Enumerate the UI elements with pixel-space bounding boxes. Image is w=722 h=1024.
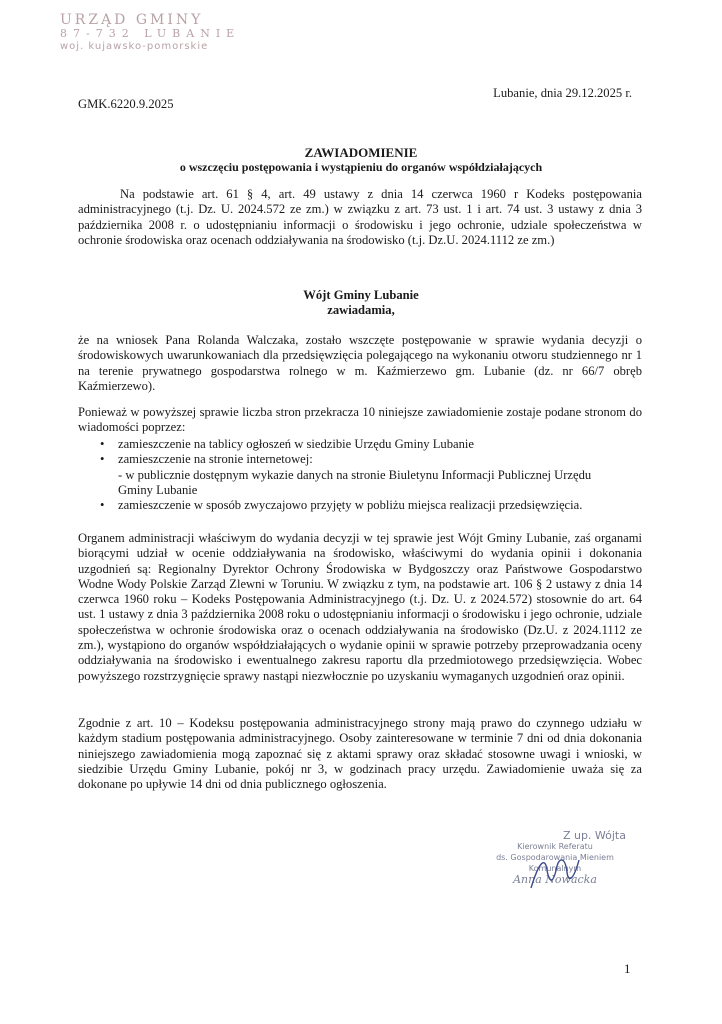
signature-block (470, 830, 640, 885)
bullet-icon: • (100, 437, 105, 451)
notification-method-paragraph: Ponieważ w powyższej sprawie liczba stron przekracza 10 niniejsze zawiadomienie zostaje podane stronom do wiadomości poprzez: (78, 405, 642, 435)
signature-role: Z up. Wójta (562, 829, 626, 842)
list-item (100, 452, 640, 467)
list-item-text: zamieszczenie na tablicy ogłoszeń w siedzibie Urzędu Gminy Lubanie (118, 437, 474, 451)
list-subitem-continued: Gminy Lubanie (118, 482, 198, 497)
legal-basis-paragraph: Na podstawie art. 61 § 4, art. 49 ustawy z dnia 14 czerwca 1960 r Kodeks postępowania administracyjnego (t.j. Dz. U. 2024.572 ze zm.) w związku z art. 73 ust. 1 i art. 74 ust. 3 ustawy z dnia 3 października 2008 r. o udostępnianiu informacji o środowisku i jego ochronie, udziale społeczeństwa w ochronie środowiska oraz ocenach oddziaływania na środowisko (t.j. Dz.U. 2024.1112 ze zm.) (78, 187, 642, 247)
list-subitem: - w publicznie dostępnym wykazie danych na stronie Biuletynu Informacji Publicznej Urzędu (118, 467, 592, 482)
bullet-icon: • (100, 452, 105, 467)
stamp-line-2: 87-732 LUBANIE (60, 27, 241, 40)
authority-name: Wójt Gminy Lubanie (303, 288, 419, 302)
signature-name: Anna Nowacka (513, 873, 597, 886)
document-subtitle: o wszczęciu postępowania i wystąpieniu do organów współdziałających (179, 160, 543, 174)
competent-authority-paragraph: Organem administracji właściwym do wydania decyzji w tej sprawie jest Wójt Gminy Lubanie, zaś organami biorącymi udział w ocenie oddziaływania na środowisko, właściwymi do wydania opinii i dokonania uzgodnień są: Regionalny Dyrektor Ochrony Środowiska w Bydgoszczy oraz Państwowe Gospodarstwo Wodne Wody Polskie Zarząd Zlewni w Toruniu. W związku z tym, na podstawie art. 106 § 2 ustawy z dnia 14 czerwca 1960 roku – Kodeks Postępowania Administracyjnego (t.j. Dz. U. z 2024.572) stosownie do art. 64 ust. 1 ustawy z dnia 3 października 2008 roku o udostępnianiu informacji o środowisku i jego ochronie, udziale społeczeństwa w ochronie środowiska oraz o ocenach oddziaływania na środowisko (Dz.U. z 2024.1112 ze zm.), wystąpiono do organów współdziałających o wydanie opinii w sprawie potrzeby przeprowadzania oceny oddziaływania na środowisko i ewentualnego zakresu raportu dla przedmiotowego przedsięwzięcia. Wobec powyższego rozstrzygnięcie sprawy nastąpi niezwłocznie po uzyskaniu wymaganych uzgodnień oraz opinii. (78, 531, 642, 683)
party-rights-paragraph: Zgodnie z art. 10 – Kodeksu postępowania administracyjnego strony mają prawo do czynnego udziału w każdym stadium postępowania administracyjnego. Osoby zainteresowane w terminie 7 dni od dnia dokonania niniejszego zawiadomienia mogą zapoznać się z aktami sprawy oraz składać stosowne uwagi i wnioski, w siedzibie Urzędu Gminy Lubanie, pokój nr 3, w godzinach pracy urzędu. Zawiadomienie uważa się za dokonane po upływie 14 dni od dnia publicznego ogłoszenia. (78, 716, 642, 792)
list-item-text: zamieszczenie na stronie internetowej: (118, 452, 313, 467)
handwritten-signature-icon (525, 852, 585, 892)
signature-title-line-1: Kierownik Referatu (517, 842, 593, 851)
list-item (100, 437, 640, 452)
case-reference: GMK.6220.9.2025 (78, 97, 174, 111)
stamp-line-3: woj. kujawsko-pomorskie (60, 41, 209, 52)
bullet-icon: • (100, 498, 105, 513)
signature-title-line-2: ds. Gospodarowania Mieniem Komunalnym (496, 853, 614, 873)
list-item-text: zamieszczenie w sposób zwyczajowo przyjęty w pobliżu miejsca realizacji przedsięwzięcia. (118, 498, 583, 513)
document-title: ZAWIADOMIENIE (304, 145, 418, 160)
notification-methods-list (100, 437, 640, 513)
list-item (100, 498, 640, 513)
authority-notifies: zawiadamia, (327, 303, 395, 317)
office-stamp (60, 14, 240, 53)
stamp-line-1: URZĄD GMINY (60, 12, 204, 28)
page-number: 1 (624, 961, 631, 976)
application-paragraph: że na wniosek Pana Rolanda Walczaka, zostało wszczęte postępowanie w sprawie wydania decyzji o środowiskowych uwarunkowaniach dla przedsięwzięcia polegającego na wykonaniu otworu studziennego nr 1 na terenie prywatnego gospodarstwa rolnego w m. Kaźmierzewo gm. Lubanie (dz. nr 66/7 obręb Kaźmierzewo). (78, 333, 642, 393)
place-and-date: Lubanie, dnia 29.12.2025 r. (493, 86, 632, 100)
